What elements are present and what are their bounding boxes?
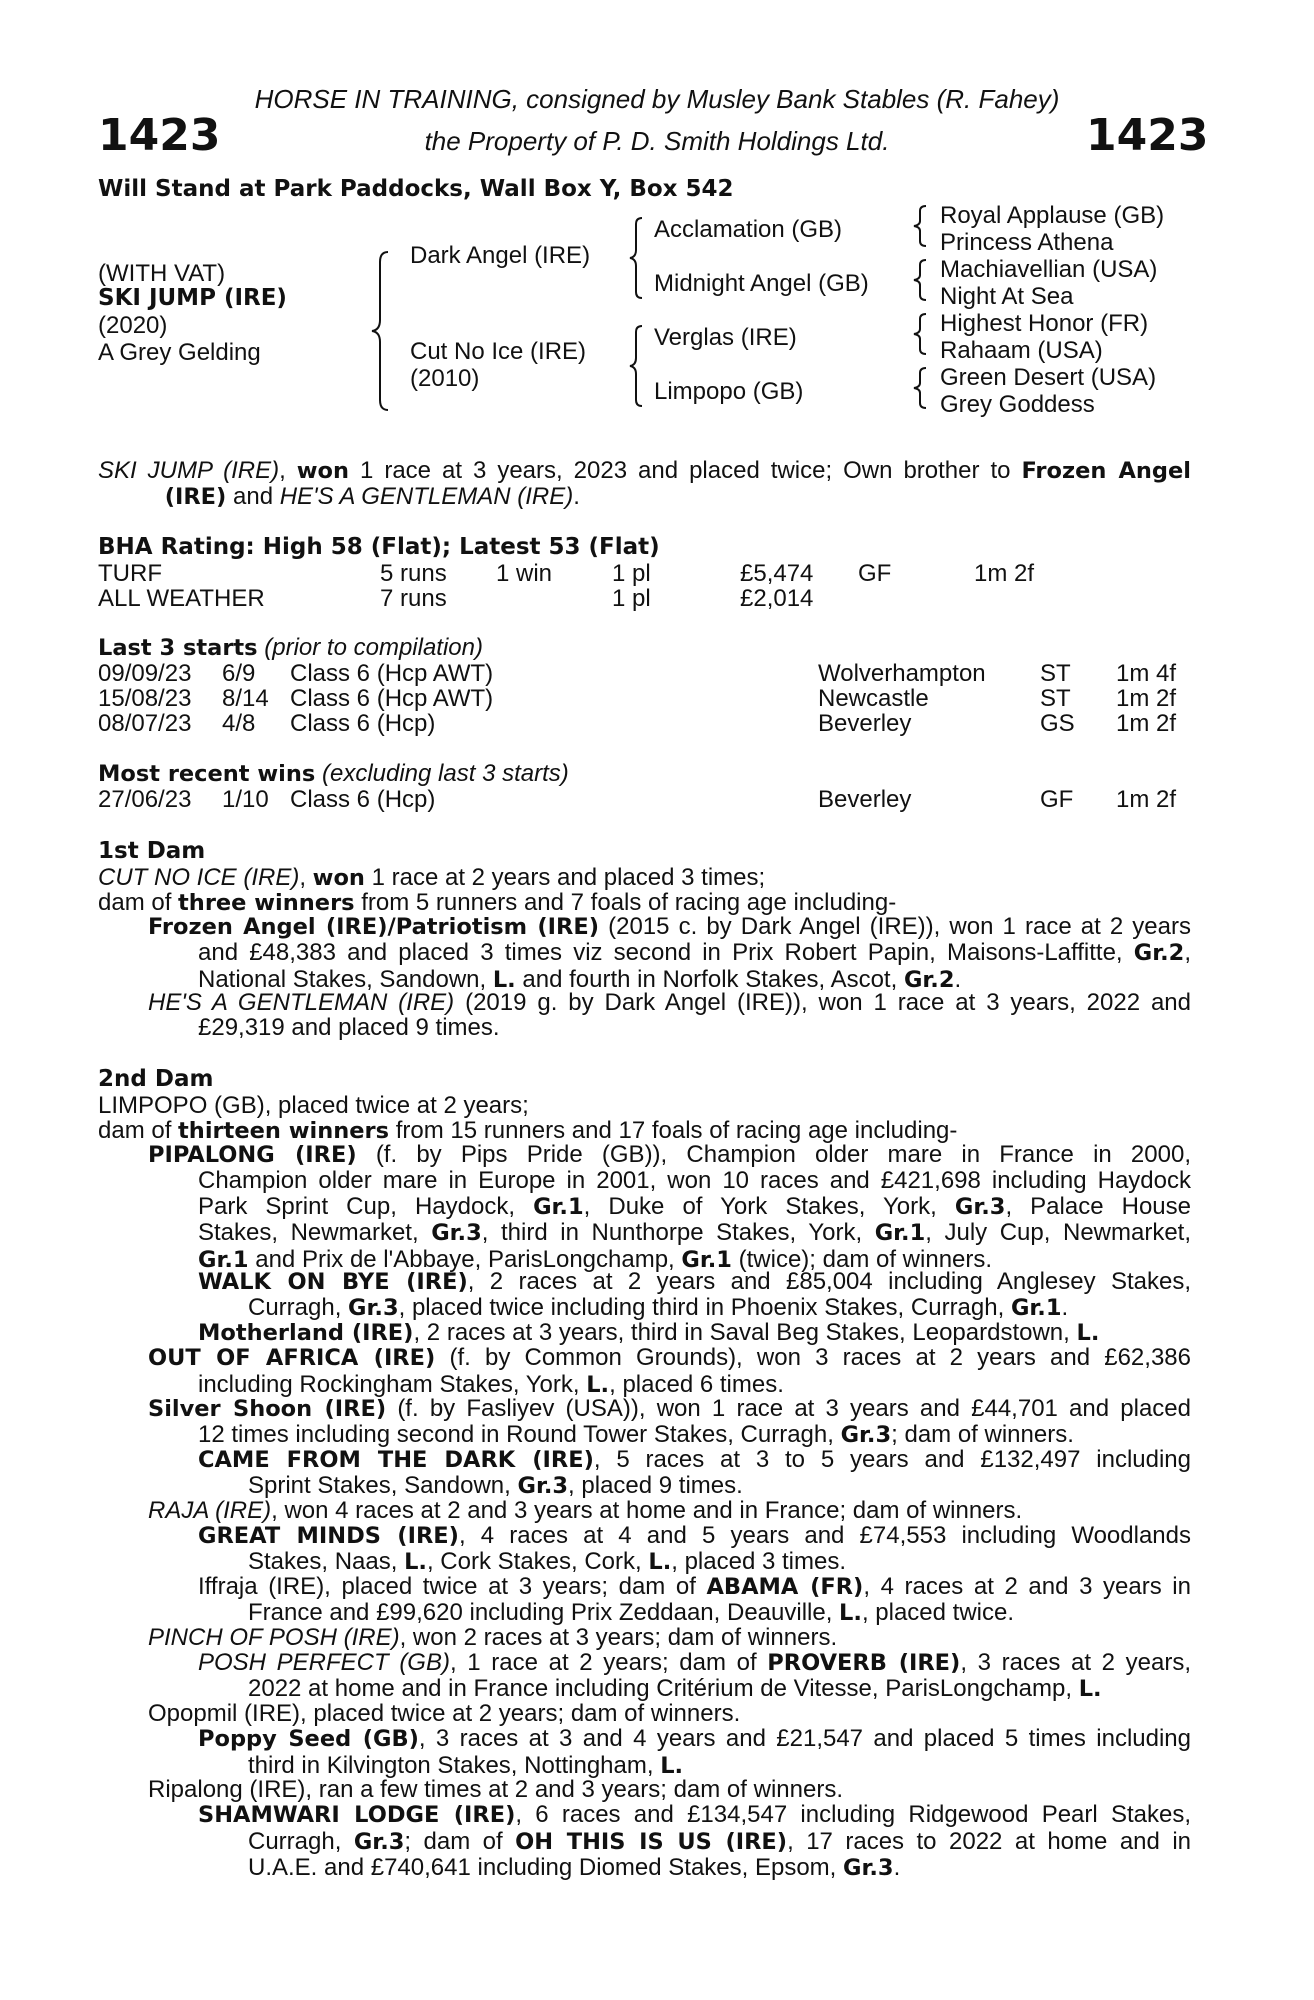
grandsire-4: Green Desert (USA) (940, 364, 1157, 391)
last-starts-heading: Last 3 starts (prior to compilation) (98, 634, 483, 661)
second-dam-offspring: CAME FROM THE DARK (IRE), 5 races at 3 to 5 years and £132,497 including Sprint Stakes, Sandown, Gr.3, placed 9 times. (198, 1445, 1191, 1500)
last-start-course: Wolverhampton (818, 660, 986, 687)
second-dam-offspring: POSH PERFECT (GB), 1 race at 2 years; dam of PROVERB (IRE), 3 races at 2 years, 2022 at home and in France including Critérium de Vitesse, ParisLongchamp, L. (198, 1649, 1191, 1703)
last-start-dist: 1m 2f (1116, 710, 1177, 737)
dam: Cut No Ice (IRE) (410, 338, 587, 365)
rating-distance: 1m 2f (974, 560, 1035, 587)
rating-wins: 1 win (496, 560, 553, 587)
second-dam-offspring: Opopmil (IRE), placed twice at 2 years; dam of winners. (148, 1699, 741, 1727)
sire-sire: Acclamation (GB) (654, 216, 843, 243)
first-dam-heading: 1st Dam (98, 838, 206, 864)
second-dam-offspring: Iffraja (IRE), placed twice at 3 years; dam of ABAMA (FR), 4 races at 2 and 3 years in France and £99,620 including Prix Zeddaan, Deauville, L., placed twice. (198, 1572, 1191, 1627)
last-start-course: Newcastle (818, 685, 929, 712)
first-dam-offspring-2: HE'S A GENTLEMAN (IRE) (2019 g. by Dark Angel (IRE)), won 1 race at 3 years, 2022 and £29,319 and placed 9 times. (148, 989, 1191, 1042)
recent-win-pos: 1/10 (222, 786, 269, 813)
second-dam-offspring: Poppy Seed (GB), 3 races at 3 and 4 years and £21,547 and placed 5 times including third in Kilvington Stakes, Nottingham, L. (198, 1725, 1191, 1779)
last-start-date: 15/08/23 (98, 685, 192, 712)
recent-win-row (0, 786, 1314, 814)
granddam-4: Grey Goddess (940, 391, 1095, 418)
rating-runs: 5 runs (380, 560, 447, 587)
second-dam-offspring: SHAMWARI LODGE (IRE), 6 races and £134,547 including Ridgewood Pearl Stakes, Curragh, Gr.3; dam of OH THIS IS US (IRE), 17 races to 2022 at home and in U.A.E. and £740,641 including Diomed Stakes, Epsom, Gr.3. (198, 1801, 1192, 1882)
second-dam-offspring: WALK ON BYE (IRE), 2 races at 2 years and £85,004 including Anglesey Stakes, Curragh, Gr.3, placed twice including third in Phoenix Stakes, Curragh, Gr.1. (198, 1268, 1191, 1322)
rating-surface: TURF (98, 560, 162, 587)
horse-name: SKI JUMP (IRE) (98, 285, 287, 311)
second-dam-offspring: Silver Shoon (IRE) (f. by Fasliyev (USA)), won 1 race at 3 years and £44,701 and placed 12 times including second in Round Tower Stakes, Curragh, Gr.3; dam of winners. (148, 1395, 1192, 1449)
last-start-row (0, 660, 1314, 688)
dam-year: (2010) (410, 365, 480, 392)
first-dam-line: CUT NO ICE (IRE), won 1 race at 2 years and placed 3 times; (98, 864, 766, 891)
granddam-3: Rahaam (USA) (940, 337, 1103, 364)
rating-surface: ALL WEATHER (98, 585, 265, 612)
first-dam-produce: dam of three winners from 5 runners and 7 foals of racing age including- (98, 889, 897, 916)
last-start-race: Class 6 (Hcp) (290, 710, 436, 737)
dam-dam: Limpopo (GB) (654, 378, 804, 405)
second-dam-heading: 2nd Dam (98, 1066, 214, 1092)
second-dam-produce: dam of thirteen winners from 15 runners and 17 foals of racing age including- (98, 1117, 958, 1144)
rating-placed: 1 pl (612, 585, 651, 612)
last-start-pos: 6/9 (222, 660, 256, 687)
rating-runs: 7 runs (380, 585, 447, 612)
last-start-going: GS (1040, 710, 1075, 737)
recent-win-course: Beverley (818, 786, 912, 813)
pedigree-bracket-g3 (912, 312, 930, 356)
last-start-dist: 1m 2f (1116, 685, 1177, 712)
consignment-line: HORSE IN TRAINING, consigned by Musley Bank Stables (R. Fahey) (254, 84, 1060, 114)
pedigree-bracket-g4 (912, 366, 930, 410)
recent-win-dist: 1m 2f (1116, 786, 1177, 813)
dam-sire: Verglas (IRE) (654, 324, 797, 351)
granddam-2: Night At Sea (940, 283, 1074, 310)
last-start-race: Class 6 (Hcp AWT) (290, 685, 494, 712)
vat-status: (WITH VAT) (98, 260, 226, 287)
pedigree-bracket-sire (628, 216, 648, 300)
second-dam-offspring: OUT OF AFRICA (IRE) (f. by Common Grounds), won 3 races at 2 years and £62,386 including Rockingham Stakes, York, L., placed 6 times. (148, 1344, 1191, 1398)
horse-year: (2020) (98, 312, 168, 339)
lot-number-right: 1423 (1086, 110, 1209, 161)
pedigree-bracket-g1 (912, 204, 930, 248)
last-start-course: Beverley (818, 710, 912, 737)
lot-number-left: 1423 (98, 110, 221, 161)
sire: Dark Angel (IRE) (410, 242, 591, 269)
pedigree-bracket-g2 (912, 258, 930, 302)
second-dam-offspring: PINCH OF POSH (IRE), won 2 races at 3 years; dam of winners. (148, 1623, 838, 1651)
second-dam-offspring: PIPALONG (IRE) (f. by Pips Pride (GB)), Champion older mare in France in 2000, Champion older mare in Europe in 2001, won 10 races and £421,698 including Haydock Park Sprint Cup, Haydock, Gr.1, Duke of York Stakes, York, Gr.3, Palace House Stakes, Newmarket, Gr.3, third in Nunthorpe Stakes, York, Gr.1, July Cup, Newmarket, Gr.1 and Prix de l'Abbaye, ParisLongchamp, Gr.1 (twice); dam of winners. (148, 1141, 1192, 1273)
grandsire-1: Royal Applause (GB) (940, 202, 1165, 229)
rating-going: GF (858, 560, 892, 587)
rating-row (0, 585, 1314, 613)
last-start-pos: 8/14 (222, 685, 269, 712)
second-dam-offspring: GREAT MINDS (IRE), 4 races at 4 and 5 years and £74,553 including Woodlands Stakes, Naas, L., Cork Stakes, Cork, L., placed 3 times. (198, 1522, 1191, 1576)
stand-location: Will Stand at Park Paddocks, Wall Box Y, Box 542 (98, 176, 734, 202)
last-start-row (0, 710, 1314, 738)
recent-win-race: Class 6 (Hcp) (290, 786, 436, 813)
rating-placed: 1 pl (612, 560, 651, 587)
recent-win-going: GF (1040, 786, 1074, 813)
grandsire-2: Machiavellian (USA) (940, 256, 1158, 283)
last-start-going: ST (1040, 685, 1071, 712)
second-dam-line: LIMPOPO (GB), placed twice at 2 years; (98, 1092, 529, 1119)
last-start-pos: 4/8 (222, 710, 256, 737)
horse-description: A Grey Gelding (98, 339, 261, 366)
second-dam-offspring: RAJA (IRE), won 4 races at 2 and 3 years at home and in France; dam of winners. (148, 1496, 1023, 1524)
pedigree-bracket-dam (628, 324, 648, 408)
rating-row (0, 560, 1314, 588)
recent-wins-heading: Most recent wins (excluding last 3 starts) (98, 760, 569, 787)
grandsire-3: Highest Honor (FR) (940, 310, 1149, 337)
race-summary: SKI JUMP (IRE), won 1 race at 3 years, 2023 and placed twice; Own brother to Frozen Angel (IRE) and HE'S A GENTLEMAN (IRE). (98, 457, 1192, 511)
rating-prize: £2,014 (740, 585, 814, 612)
last-start-date: 08/07/23 (98, 710, 192, 737)
last-start-going: ST (1040, 660, 1071, 687)
last-start-race: Class 6 (Hcp AWT) (290, 660, 494, 687)
sire-dam: Midnight Angel (GB) (654, 270, 869, 297)
granddam-1: Princess Athena (940, 229, 1114, 256)
last-start-date: 09/09/23 (98, 660, 192, 687)
second-dam-offspring: Motherland (IRE), 2 races at 3 years, third in Saval Beg Stakes, Leopardstown, L. (198, 1318, 1100, 1346)
rating-prize: £5,474 (740, 560, 814, 587)
second-dam-offspring: Ripalong (IRE), ran a few times at 2 and 3 years; dam of winners. (148, 1776, 843, 1803)
property-line: the Property of P. D. Smith Holdings Ltd. (424, 126, 890, 156)
first-dam-offspring-1: Frozen Angel (IRE)/Patriotism (IRE) (2015 c. by Dark Angel (IRE)), won 1 race at 2 years and £48,383 and placed 3 times viz second in Prix Robert Papin, Maisons-Laffitte, Gr.2, National Stakes, Sandown, L. and fourth in Norfolk Stakes, Ascot, Gr.2. (148, 913, 1191, 993)
last-start-dist: 1m 4f (1116, 660, 1177, 687)
recent-win-date: 27/06/23 (98, 786, 192, 813)
bha-rating-title: BHA Rating: High 58 (Flat); Latest 53 (Flat) (98, 534, 660, 560)
last-start-row (0, 685, 1314, 713)
pedigree-bracket-main (368, 250, 398, 412)
